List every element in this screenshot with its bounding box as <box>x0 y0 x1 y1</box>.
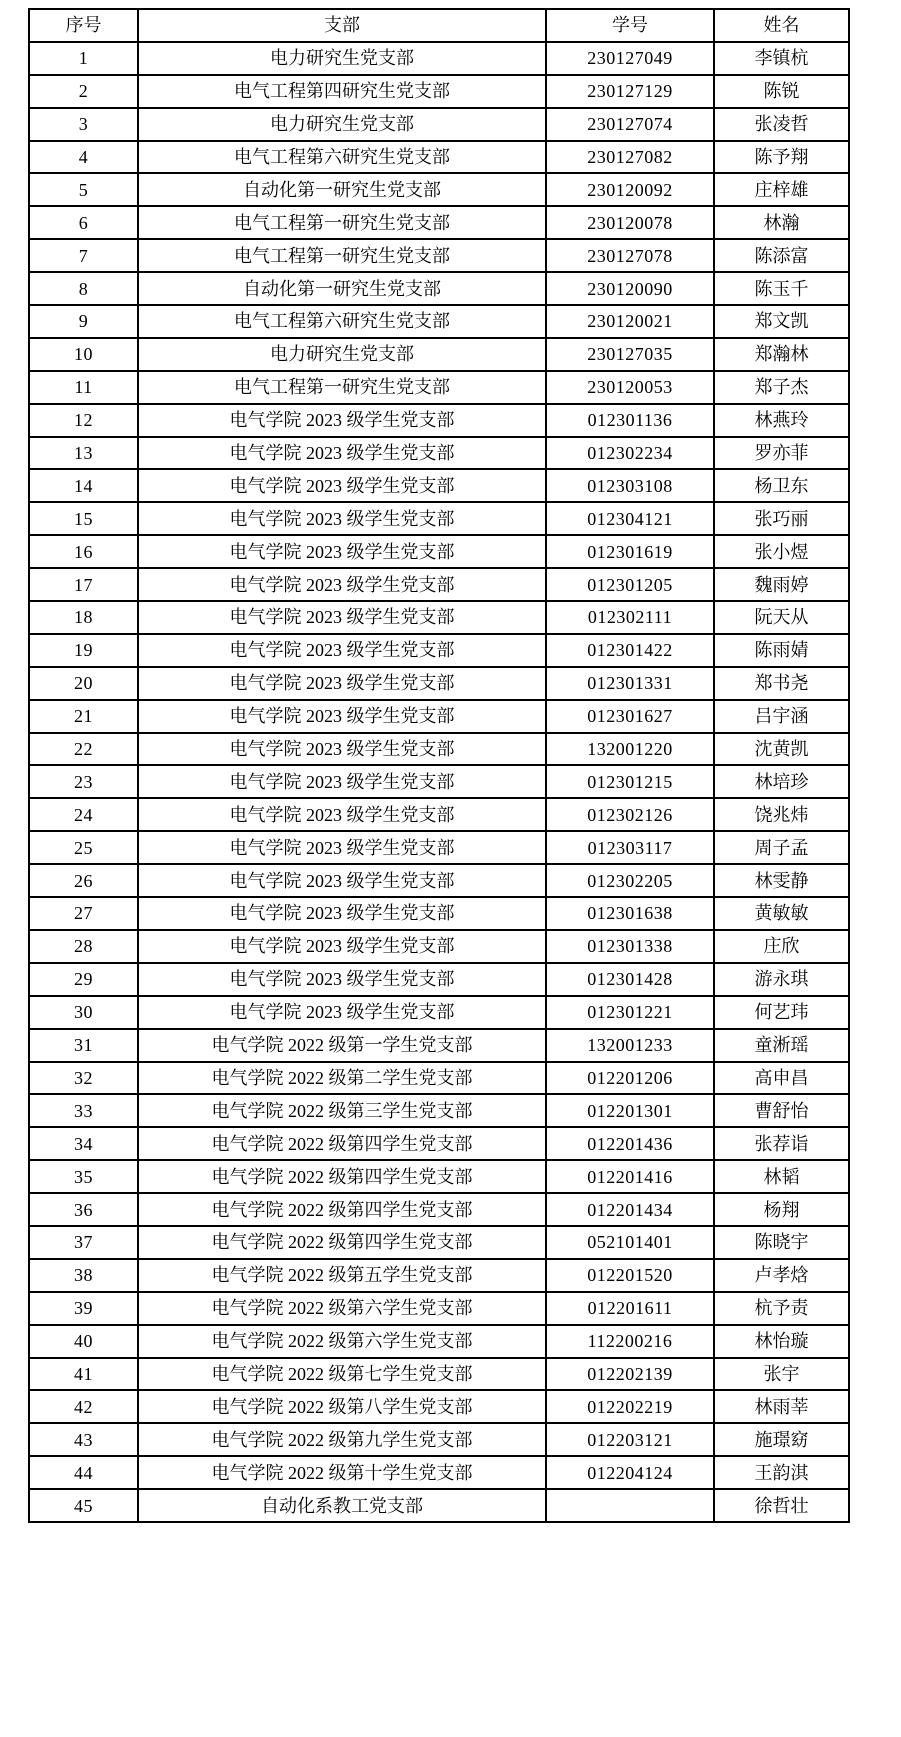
cell-serial: 33 <box>29 1094 138 1127</box>
cell-student-id: 012201416 <box>546 1160 714 1193</box>
cell-branch: 电气学院 2023 级学生党支部 <box>138 502 546 535</box>
cell-branch: 电气学院 2023 级学生党支部 <box>138 700 546 733</box>
cell-name: 何艺玮 <box>714 996 849 1029</box>
cell-serial: 35 <box>29 1160 138 1193</box>
cell-serial: 23 <box>29 765 138 798</box>
table-row <box>29 831 849 864</box>
cell-branch: 电气学院 2022 级第五学生党支部 <box>138 1259 546 1292</box>
cell-student-id: 012201611 <box>546 1292 714 1325</box>
cell-serial: 39 <box>29 1292 138 1325</box>
cell-serial: 9 <box>29 305 138 338</box>
cell-name: 游永琪 <box>714 963 849 996</box>
cell-branch: 自动化系教工党支部 <box>138 1489 546 1522</box>
cell-branch: 电气学院 2023 级学生党支部 <box>138 437 546 470</box>
cell-student-id: 052101401 <box>546 1226 714 1259</box>
table-row <box>29 1292 849 1325</box>
table-row <box>29 1226 849 1259</box>
table-row <box>29 634 849 667</box>
cell-student-id: 012301221 <box>546 996 714 1029</box>
cell-student-id: 012301638 <box>546 897 714 930</box>
cell-branch: 电气学院 2022 级第一学生党支部 <box>138 1029 546 1062</box>
cell-branch: 电力研究生党支部 <box>138 42 546 75</box>
cell-student-id: 230127078 <box>546 239 714 272</box>
table-row <box>29 404 849 437</box>
cell-branch: 电气学院 2022 级第四学生党支部 <box>138 1160 546 1193</box>
cell-name: 张荐诣 <box>714 1127 849 1160</box>
cell-name: 李镇杭 <box>714 42 849 75</box>
table-row <box>29 338 849 371</box>
cell-branch: 电气学院 2023 级学生党支部 <box>138 667 546 700</box>
cell-branch: 电气学院 2022 级第六学生党支部 <box>138 1325 546 1358</box>
cell-name: 林怡璇 <box>714 1325 849 1358</box>
cell-serial: 10 <box>29 338 138 371</box>
cell-serial: 25 <box>29 831 138 864</box>
cell-name: 高申昌 <box>714 1062 849 1095</box>
cell-name: 陈晓宇 <box>714 1226 849 1259</box>
cell-serial: 29 <box>29 963 138 996</box>
cell-serial: 8 <box>29 272 138 305</box>
cell-branch: 电气学院 2023 级学生党支部 <box>138 897 546 930</box>
cell-name: 陈雨婧 <box>714 634 849 667</box>
cell-serial: 6 <box>29 206 138 239</box>
cell-branch: 电气学院 2022 级第六学生党支部 <box>138 1292 546 1325</box>
cell-serial: 44 <box>29 1456 138 1489</box>
table-row <box>29 108 849 141</box>
cell-student-id: 012301205 <box>546 568 714 601</box>
table-row <box>29 305 849 338</box>
cell-branch: 自动化第一研究生党支部 <box>138 173 546 206</box>
cell-name: 沈黄凯 <box>714 733 849 766</box>
cell-serial: 37 <box>29 1226 138 1259</box>
cell-serial: 38 <box>29 1259 138 1292</box>
table-row <box>29 1193 849 1226</box>
cell-serial: 26 <box>29 864 138 897</box>
cell-name: 陈予翔 <box>714 141 849 174</box>
cell-serial: 43 <box>29 1423 138 1456</box>
cell-name: 林雨莘 <box>714 1390 849 1423</box>
cell-serial: 19 <box>29 634 138 667</box>
cell-name: 郑书尧 <box>714 667 849 700</box>
cell-branch: 电气工程第一研究生党支部 <box>138 206 546 239</box>
cell-student-id: 012201206 <box>546 1062 714 1095</box>
cell-serial: 1 <box>29 42 138 75</box>
cell-student-id: 230127035 <box>546 338 714 371</box>
cell-serial: 16 <box>29 535 138 568</box>
cell-student-id: 230120021 <box>546 305 714 338</box>
cell-student-id: 012302111 <box>546 601 714 634</box>
table-row <box>29 864 849 897</box>
cell-serial: 18 <box>29 601 138 634</box>
cell-name: 杭予责 <box>714 1292 849 1325</box>
cell-name: 黄敏敏 <box>714 897 849 930</box>
cell-branch: 电气学院 2023 级学生党支部 <box>138 996 546 1029</box>
cell-serial: 32 <box>29 1062 138 1095</box>
table-row <box>29 1325 849 1358</box>
cell-branch: 电气学院 2022 级第九学生党支部 <box>138 1423 546 1456</box>
header-serial-number: 序号 <box>29 9 138 42</box>
table-row <box>29 239 849 272</box>
cell-branch: 电气学院 2023 级学生党支部 <box>138 733 546 766</box>
cell-branch: 电力研究生党支部 <box>138 338 546 371</box>
cell-name: 杨翔 <box>714 1193 849 1226</box>
header-row <box>29 9 849 42</box>
table-row <box>29 1358 849 1391</box>
cell-name: 魏雨婷 <box>714 568 849 601</box>
cell-branch: 电气学院 2023 级学生党支部 <box>138 469 546 502</box>
table-row <box>29 1029 849 1062</box>
table-row <box>29 173 849 206</box>
cell-branch: 电气工程第四研究生党支部 <box>138 75 546 108</box>
header-name: 姓名 <box>714 9 849 42</box>
cell-name: 郑子杰 <box>714 371 849 404</box>
cell-branch: 电气学院 2022 级第四学生党支部 <box>138 1226 546 1259</box>
cell-student-id: 230120092 <box>546 173 714 206</box>
cell-student-id: 132001233 <box>546 1029 714 1062</box>
cell-name: 曹舒怡 <box>714 1094 849 1127</box>
cell-branch: 电气学院 2022 级第二学生党支部 <box>138 1062 546 1095</box>
cell-name: 吕宇涵 <box>714 700 849 733</box>
cell-student-id: 012302234 <box>546 437 714 470</box>
cell-branch: 电气学院 2023 级学生党支部 <box>138 930 546 963</box>
table-row <box>29 601 849 634</box>
cell-name: 施璟窈 <box>714 1423 849 1456</box>
table-row <box>29 1423 849 1456</box>
cell-student-id: 230120078 <box>546 206 714 239</box>
table-row <box>29 1390 849 1423</box>
cell-serial: 13 <box>29 437 138 470</box>
cell-serial: 14 <box>29 469 138 502</box>
cell-student-id: 012203121 <box>546 1423 714 1456</box>
cell-student-id: 012201520 <box>546 1259 714 1292</box>
cell-serial: 27 <box>29 897 138 930</box>
cell-serial: 31 <box>29 1029 138 1062</box>
cell-student-id: 230120090 <box>546 272 714 305</box>
cell-name: 张凌哲 <box>714 108 849 141</box>
table-row <box>29 141 849 174</box>
table-row <box>29 733 849 766</box>
cell-student-id: 012201301 <box>546 1094 714 1127</box>
cell-student-id: 230127074 <box>546 108 714 141</box>
table-row <box>29 930 849 963</box>
cell-serial: 5 <box>29 173 138 206</box>
cell-serial: 30 <box>29 996 138 1029</box>
cell-branch: 电气学院 2023 级学生党支部 <box>138 568 546 601</box>
cell-serial: 4 <box>29 141 138 174</box>
table-row <box>29 765 849 798</box>
cell-serial: 34 <box>29 1127 138 1160</box>
cell-name: 张巧丽 <box>714 502 849 535</box>
cell-serial: 3 <box>29 108 138 141</box>
cell-name: 卢孝焓 <box>714 1259 849 1292</box>
cell-name: 林韬 <box>714 1160 849 1193</box>
table-row <box>29 1489 849 1522</box>
cell-branch: 电气学院 2023 级学生党支部 <box>138 963 546 996</box>
cell-name: 林培珍 <box>714 765 849 798</box>
cell-student-id: 112200216 <box>546 1325 714 1358</box>
cell-branch: 电气学院 2023 级学生党支部 <box>138 798 546 831</box>
cell-name: 杨卫东 <box>714 469 849 502</box>
cell-student-id: 132001220 <box>546 733 714 766</box>
party-branch-roster-table <box>28 8 850 1523</box>
cell-branch: 电气学院 2023 级学生党支部 <box>138 404 546 437</box>
table-row <box>29 75 849 108</box>
table-row <box>29 206 849 239</box>
table-row <box>29 1094 849 1127</box>
table-row <box>29 502 849 535</box>
cell-branch: 电气工程第六研究生党支部 <box>138 305 546 338</box>
cell-serial: 42 <box>29 1390 138 1423</box>
cell-branch: 电气学院 2022 级第八学生党支部 <box>138 1390 546 1423</box>
cell-name: 张小煜 <box>714 535 849 568</box>
table-row <box>29 1259 849 1292</box>
cell-name: 郑文凯 <box>714 305 849 338</box>
cell-serial: 7 <box>29 239 138 272</box>
table-row <box>29 371 849 404</box>
cell-name: 林瀚 <box>714 206 849 239</box>
cell-student-id: 012301619 <box>546 535 714 568</box>
cell-student-id: 012201436 <box>546 1127 714 1160</box>
cell-student-id: 012303108 <box>546 469 714 502</box>
table-row <box>29 798 849 831</box>
cell-name: 庄梓雄 <box>714 173 849 206</box>
cell-name: 周子孟 <box>714 831 849 864</box>
cell-serial: 45 <box>29 1489 138 1522</box>
cell-student-id: 012202139 <box>546 1358 714 1391</box>
cell-name: 饶兆炜 <box>714 798 849 831</box>
cell-student-id: 012302205 <box>546 864 714 897</box>
cell-branch: 自动化第一研究生党支部 <box>138 272 546 305</box>
cell-name: 林燕玲 <box>714 404 849 437</box>
cell-branch: 电气学院 2023 级学生党支部 <box>138 831 546 864</box>
header-branch: 支部 <box>138 9 546 42</box>
cell-branch: 电气学院 2023 级学生党支部 <box>138 601 546 634</box>
table-row <box>29 1456 849 1489</box>
cell-branch: 电气学院 2022 级第四学生党支部 <box>138 1193 546 1226</box>
cell-branch: 电气学院 2022 级第十学生党支部 <box>138 1456 546 1489</box>
cell-serial: 2 <box>29 75 138 108</box>
cell-name: 徐哲壮 <box>714 1489 849 1522</box>
table-row <box>29 963 849 996</box>
cell-name: 林雯静 <box>714 864 849 897</box>
cell-student-id: 012301136 <box>546 404 714 437</box>
cell-branch: 电气学院 2022 级第三学生党支部 <box>138 1094 546 1127</box>
cell-serial: 17 <box>29 568 138 601</box>
cell-serial: 20 <box>29 667 138 700</box>
cell-serial: 22 <box>29 733 138 766</box>
cell-serial: 40 <box>29 1325 138 1358</box>
cell-branch: 电气学院 2022 级第七学生党支部 <box>138 1358 546 1391</box>
table-row <box>29 667 849 700</box>
cell-serial: 21 <box>29 700 138 733</box>
cell-serial: 15 <box>29 502 138 535</box>
table-row <box>29 272 849 305</box>
cell-student-id: 230120053 <box>546 371 714 404</box>
cell-branch: 电气学院 2023 级学生党支部 <box>138 864 546 897</box>
cell-branch: 电气工程第六研究生党支部 <box>138 141 546 174</box>
table-row <box>29 437 849 470</box>
cell-student-id: 012302126 <box>546 798 714 831</box>
cell-student-id: 012301215 <box>546 765 714 798</box>
cell-student-id: 230127049 <box>546 42 714 75</box>
cell-student-id: 012301331 <box>546 667 714 700</box>
cell-student-id: 012304121 <box>546 502 714 535</box>
cell-student-id: 012201434 <box>546 1193 714 1226</box>
table-row <box>29 897 849 930</box>
table-row <box>29 996 849 1029</box>
cell-name: 罗亦菲 <box>714 437 849 470</box>
cell-name: 郑瀚林 <box>714 338 849 371</box>
cell-serial: 36 <box>29 1193 138 1226</box>
table-row <box>29 700 849 733</box>
table-row <box>29 1062 849 1095</box>
cell-student-id: 012303117 <box>546 831 714 864</box>
cell-serial: 28 <box>29 930 138 963</box>
cell-student-id: 012202219 <box>546 1390 714 1423</box>
cell-branch: 电气学院 2023 级学生党支部 <box>138 765 546 798</box>
header-student-id: 学号 <box>546 9 714 42</box>
cell-serial: 11 <box>29 371 138 404</box>
cell-name: 王韵淇 <box>714 1456 849 1489</box>
cell-serial: 24 <box>29 798 138 831</box>
cell-student-id: 012204124 <box>546 1456 714 1489</box>
cell-student-id <box>546 1489 714 1522</box>
cell-branch: 电气工程第一研究生党支部 <box>138 371 546 404</box>
cell-branch: 电气学院 2023 级学生党支部 <box>138 634 546 667</box>
cell-serial: 12 <box>29 404 138 437</box>
cell-name: 庄欣 <box>714 930 849 963</box>
cell-student-id: 012301422 <box>546 634 714 667</box>
cell-student-id: 230127082 <box>546 141 714 174</box>
cell-name: 陈玉千 <box>714 272 849 305</box>
table-row <box>29 1127 849 1160</box>
cell-branch: 电气工程第一研究生党支部 <box>138 239 546 272</box>
cell-name: 阮天从 <box>714 601 849 634</box>
cell-student-id: 012301428 <box>546 963 714 996</box>
cell-name: 陈锐 <box>714 75 849 108</box>
cell-student-id: 012301338 <box>546 930 714 963</box>
cell-name: 张宇 <box>714 1358 849 1391</box>
cell-name: 童淅瑶 <box>714 1029 849 1062</box>
cell-branch: 电力研究生党支部 <box>138 108 546 141</box>
cell-student-id: 012301627 <box>546 700 714 733</box>
table-row <box>29 42 849 75</box>
cell-branch: 电气学院 2023 级学生党支部 <box>138 535 546 568</box>
cell-branch: 电气学院 2022 级第四学生党支部 <box>138 1127 546 1160</box>
table-row <box>29 535 849 568</box>
table-row <box>29 469 849 502</box>
table-body <box>29 42 849 1522</box>
table-row <box>29 568 849 601</box>
cell-student-id: 230127129 <box>546 75 714 108</box>
cell-name: 陈添富 <box>714 239 849 272</box>
cell-serial: 41 <box>29 1358 138 1391</box>
table-row <box>29 1160 849 1193</box>
